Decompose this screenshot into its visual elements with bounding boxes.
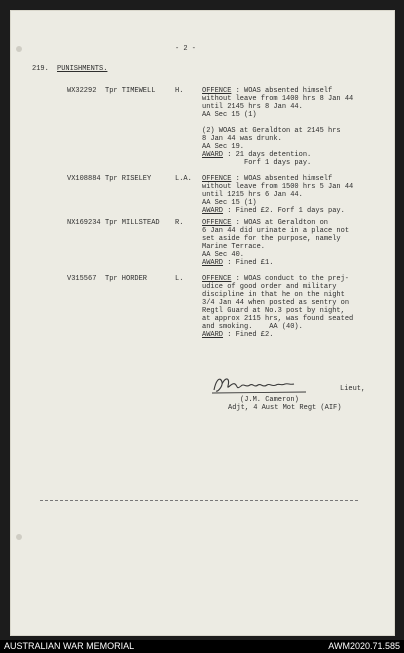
entry-line: at approx 2115 hrs, was found seated	[202, 315, 354, 323]
initials: H.	[175, 87, 184, 95]
entry-line: : 21 days detention.	[223, 151, 312, 159]
initials: L.A.	[175, 175, 192, 183]
section-heading: PUNISHMENTS.	[57, 65, 108, 73]
handwritten-signature	[208, 372, 318, 398]
entry-line: 8 Jan 44 was drunk.	[202, 135, 282, 143]
entry-line: : Fined £1.	[223, 259, 274, 267]
entry-line: discipline in that he on the night	[202, 291, 345, 299]
rank-name: Tpr HORDER	[105, 275, 148, 283]
entry-line: until 2145 hrs 8 Jan 44.	[202, 103, 303, 111]
entry-line: Marine Terrace.	[202, 243, 266, 251]
rank-name: Tpr MILLSTEAD	[105, 219, 160, 227]
rank-name: Tpr TIMEWELL	[105, 87, 156, 95]
entry-line: Regtl Guard at No.3 post by night,	[202, 307, 345, 315]
divider-dashed-line	[40, 500, 358, 501]
entry-label: OFFENCE	[202, 87, 232, 95]
section-number: 219.	[32, 65, 49, 73]
entry-label: OFFENCE	[202, 175, 232, 183]
rank-name: Tpr RISELEY	[105, 175, 152, 183]
entry-label: OFFENCE	[202, 219, 232, 227]
entry-line: AA Sec 15 (1)	[202, 199, 257, 207]
signatory-name: (J.M. Cameron)	[240, 396, 299, 404]
entry-line: set aside for the purpose, namely	[202, 235, 341, 243]
entry-line: : Fined £2. Forf 1 days pay.	[223, 207, 345, 215]
entry-label: AWARD	[202, 151, 224, 159]
entry-line: : WOAS conduct to the prej-	[231, 275, 350, 283]
entry-label: OFFENCE	[202, 275, 232, 283]
entry-line: 6 Jan 44 did urinate in a place not	[202, 227, 350, 235]
entry-line: : WOAS at Geraldton on	[231, 219, 329, 227]
entry-line: udice of good order and military	[202, 283, 337, 291]
entry-line: and smoking. AA (40).	[202, 323, 303, 331]
punch-hole-top	[16, 46, 22, 52]
entry-line: AA Sec 19.	[202, 143, 245, 151]
entry-label: AWARD	[202, 259, 224, 267]
signatory-rank: Lieut,	[340, 385, 366, 393]
signatory-title: Adjt, 4 Aust Mot Regt (AIF)	[228, 404, 342, 412]
entry-line: without leave from 1500 hrs 5 Jan 44	[202, 183, 354, 191]
entry-line: until 1215 hrs 6 Jan 44.	[202, 191, 303, 199]
service-number: WX32292	[67, 87, 97, 95]
initials: L.	[175, 275, 184, 283]
entry-line: : WOAS absented himself	[231, 175, 333, 183]
initials: R.	[175, 219, 184, 227]
archive-name: AUSTRALIAN WAR MEMORIAL	[4, 641, 135, 651]
entry-line: AA Sec 15 (1)	[202, 111, 257, 119]
service-number: VX108884	[67, 175, 101, 183]
entry-line: 3/4 Jan 44 when posted as sentry on	[202, 299, 350, 307]
entry-label: AWARD	[202, 207, 224, 215]
entry-line: : Fined £2.	[223, 331, 274, 339]
entry-line: Forf 1 days pay.	[202, 159, 312, 167]
archive-reference: AWM2020.71.585	[328, 641, 400, 651]
archive-footer	[0, 640, 404, 653]
service-number: NX169234	[67, 219, 101, 227]
entry-line: : WOAS absented himself	[231, 87, 333, 95]
entry-line: (2) WOAS at Geraldton at 2145 hrs	[202, 127, 341, 135]
punch-hole-bottom	[16, 534, 22, 540]
document-page	[10, 10, 395, 636]
page-number: - 2 -	[175, 45, 197, 53]
service-number: V315567	[67, 275, 97, 283]
entry-label: AWARD	[202, 331, 224, 339]
entry-line: AA Sec 40.	[202, 251, 245, 259]
entry-line: without leave from 1400 hrs 8 Jan 44	[202, 95, 354, 103]
